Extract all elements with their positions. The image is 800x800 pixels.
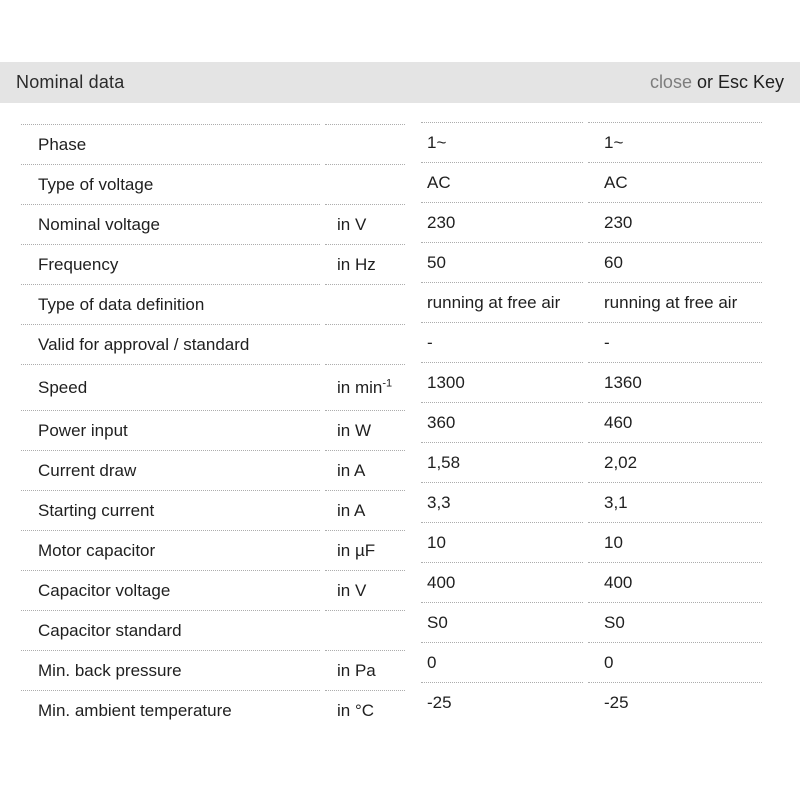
- value-cell-1: 1300: [421, 362, 583, 402]
- value-cell-1: -: [421, 322, 583, 362]
- row-label: Starting current: [21, 490, 320, 530]
- unit-text: in °C: [337, 700, 375, 720]
- value-cell-1: 50: [421, 242, 583, 282]
- value-row: [421, 682, 762, 722]
- value-row: [421, 642, 762, 682]
- unit-text: in Pa: [337, 660, 376, 680]
- value-cell-1: 3,3: [421, 482, 583, 522]
- value-cell-2: 2,02: [588, 442, 762, 482]
- row-unit: [325, 284, 405, 324]
- unit-text: in A: [337, 500, 366, 520]
- unit-text: in A: [337, 460, 366, 480]
- row-unit: [325, 244, 405, 284]
- value-row: [421, 242, 762, 282]
- value-cell-1: S0: [421, 602, 583, 642]
- value-cell-2: 3,1: [588, 482, 762, 522]
- label-row: [21, 530, 405, 570]
- unit-text: in V: [337, 580, 367, 600]
- row-label: Type of data definition: [21, 284, 320, 324]
- value-cell-2: 400: [588, 562, 762, 602]
- value-row: [421, 362, 762, 402]
- label-row: [21, 410, 405, 450]
- value-row: [421, 202, 762, 242]
- value-cell-2: 460: [588, 402, 762, 442]
- value-cell-1: 10: [421, 522, 583, 562]
- value-cell-2: 230: [588, 202, 762, 242]
- modal-title: Nominal data: [16, 72, 125, 92]
- value-cell-1: 400: [421, 562, 583, 602]
- row-unit: [325, 690, 405, 730]
- value-row: [421, 282, 762, 322]
- row-label: Current draw: [21, 450, 320, 490]
- value-row: [421, 562, 762, 602]
- unit-text: in Hz: [337, 254, 376, 274]
- close-button[interactable]: close: [649, 72, 692, 92]
- row-unit: [325, 364, 405, 410]
- row-label: Type of voltage: [21, 164, 320, 204]
- row-label: Min. ambient temperature: [21, 690, 320, 730]
- row-label: Capacitor voltage: [21, 570, 320, 610]
- close-hint-text: or Esc Key: [691, 72, 784, 92]
- row-label: Frequency: [21, 244, 320, 284]
- label-row: [21, 124, 405, 164]
- row-unit: [325, 490, 405, 530]
- value-cell-2: -25: [588, 682, 762, 722]
- unit-text: in µF: [337, 540, 376, 560]
- row-unit: [325, 124, 405, 164]
- value-cell-2: -: [588, 322, 762, 362]
- value-cell-1: 360: [421, 402, 583, 442]
- value-cell-2: 1360: [588, 362, 762, 402]
- row-unit: [325, 650, 405, 690]
- unit-superscript: -1: [382, 376, 393, 389]
- label-row: [21, 490, 405, 530]
- row-label: Phase: [21, 124, 320, 164]
- value-row: [421, 402, 762, 442]
- row-label: Valid for approval / standard: [21, 324, 320, 364]
- value-cell-1: running at free air: [421, 282, 583, 322]
- value-row: [421, 122, 762, 162]
- label-row: [21, 324, 405, 364]
- value-row: [421, 522, 762, 562]
- value-cell-1: 0: [421, 642, 583, 682]
- row-unit: [325, 610, 405, 650]
- row-unit: [325, 324, 405, 364]
- label-row: [21, 204, 405, 244]
- value-cell-1: 230: [421, 202, 583, 242]
- row-unit: [325, 410, 405, 450]
- value-cell-2: 0: [588, 642, 762, 682]
- label-row: [21, 284, 405, 324]
- value-cell-1: 1,58: [421, 442, 583, 482]
- row-unit: [325, 570, 405, 610]
- label-row: [21, 650, 405, 690]
- row-label: Min. back pressure: [21, 650, 320, 690]
- value-row: [421, 442, 762, 482]
- value-row: [421, 602, 762, 642]
- unit-text: in W: [337, 420, 371, 440]
- label-row: [21, 364, 405, 410]
- label-row: [21, 690, 405, 730]
- value-cell-2: running at free air: [588, 282, 762, 322]
- value-cell-2: AC: [588, 162, 762, 202]
- row-label: Power input: [21, 410, 320, 450]
- value-cell-1: 1~: [421, 122, 583, 162]
- value-cell-2: 1~: [588, 122, 762, 162]
- label-row: [21, 164, 405, 204]
- label-row: [21, 610, 405, 650]
- row-unit: [325, 450, 405, 490]
- row-unit: [325, 164, 405, 204]
- label-row: [21, 244, 405, 284]
- label-row: [21, 450, 405, 490]
- unit-text: in min: [337, 377, 383, 397]
- nominal-data-values-table: [416, 122, 767, 722]
- value-cell-2: 10: [588, 522, 762, 562]
- label-row: [21, 570, 405, 610]
- value-cell-2: 60: [588, 242, 762, 282]
- row-unit: [325, 530, 405, 570]
- nominal-data-labels-table: [16, 124, 410, 730]
- unit-text: in V: [337, 214, 367, 234]
- row-label: Capacitor standard: [21, 610, 320, 650]
- row-label: Speed: [21, 364, 320, 410]
- value-cell-1: -25: [421, 682, 583, 722]
- value-cell-2: S0: [588, 602, 762, 642]
- value-row: [421, 322, 762, 362]
- row-unit: [325, 204, 405, 244]
- modal-header: [0, 62, 800, 103]
- value-row: [421, 482, 762, 522]
- value-row: [421, 162, 762, 202]
- row-label: Motor capacitor: [21, 530, 320, 570]
- value-cell-1: AC: [421, 162, 583, 202]
- close-hint: [650, 72, 784, 93]
- row-label: Nominal voltage: [21, 204, 320, 244]
